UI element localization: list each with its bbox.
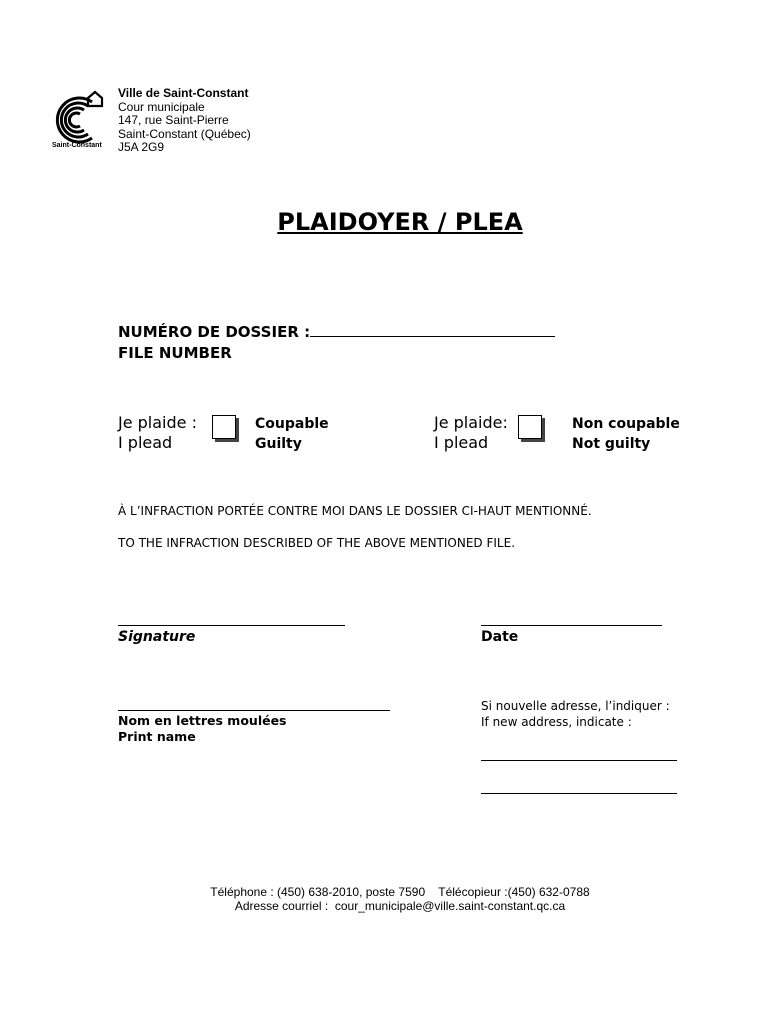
not-guilty-option-en: Not guilty	[572, 436, 651, 452]
footer-phone: Téléphone : (450) 638-2010, poste 7590 Télécopieur :(450) 632-0788	[210, 885, 590, 899]
print-name-line[interactable]	[118, 709, 390, 711]
court-address	[118, 87, 251, 155]
footer-email: Adresse courriel : cour_municipale@ville.saint-constant.qc.ca	[234, 899, 566, 913]
file-number-section	[118, 322, 555, 364]
page-title: PLAIDOYER / PLEA	[277, 208, 523, 236]
plead-guilty-label-en: I plead	[118, 433, 173, 452]
not-guilty-option	[572, 414, 680, 454]
not-guilty-option-fr: Non coupable	[572, 416, 680, 432]
plead-not-guilty-label-en: I plead	[434, 433, 489, 452]
print-name-label	[118, 713, 287, 745]
file-number-field[interactable]	[310, 322, 555, 337]
file-number-label-en: FILE NUMBER	[118, 344, 232, 362]
address-line-postal: J5A 2G9	[118, 140, 165, 154]
new-address-line-1[interactable]	[481, 759, 677, 761]
address-line-court: Cour municipale	[118, 99, 205, 114]
guilty-checkbox[interactable]	[212, 415, 236, 439]
new-address-line-2[interactable]	[481, 792, 677, 794]
guilty-option-en: Guilty	[255, 436, 302, 452]
plead-guilty-label-fr: Je plaide :	[118, 413, 197, 432]
guilty-option-fr: Coupable	[255, 416, 329, 432]
print-name-label-en: Print name	[118, 729, 196, 744]
plead-not-guilty-label-fr: Je plaide:	[434, 413, 508, 432]
address-line-city: Ville de Saint-Constant	[118, 86, 249, 100]
new-address-label-fr: Si nouvelle adresse, l’indiquer :	[481, 699, 670, 713]
statement-fr: À L’INFRACTION PORTÉE CONTRE MOI DANS LE DOSSIER CI-HAUT MENTIONNÉ.	[118, 504, 592, 518]
signature-line[interactable]	[118, 624, 345, 626]
address-line-street: 147, rue Saint-Pierre	[118, 113, 229, 127]
signature-label: Signature	[118, 629, 196, 645]
plead-guilty-label	[118, 413, 197, 453]
guilty-option	[255, 414, 329, 454]
address-line-town: Saint-Constant (Québec)	[118, 126, 251, 141]
logo-caption: Saint-Constant	[52, 142, 102, 149]
statement-en: TO THE INFRACTION DESCRIBED OF THE ABOVE MENTIONED FILE.	[118, 536, 516, 550]
footer-contact	[0, 885, 770, 913]
new-address-label-en: If new address, indicate :	[481, 715, 632, 729]
print-name-label-fr: Nom en lettres moulées	[118, 713, 287, 728]
plead-not-guilty-label	[434, 413, 508, 453]
new-address-label	[481, 698, 670, 730]
date-label: Date	[481, 629, 519, 645]
date-line[interactable]	[481, 624, 662, 626]
file-number-label-fr: NUMÉRO DE DOSSIER :	[118, 323, 311, 341]
not-guilty-checkbox[interactable]	[518, 415, 542, 439]
